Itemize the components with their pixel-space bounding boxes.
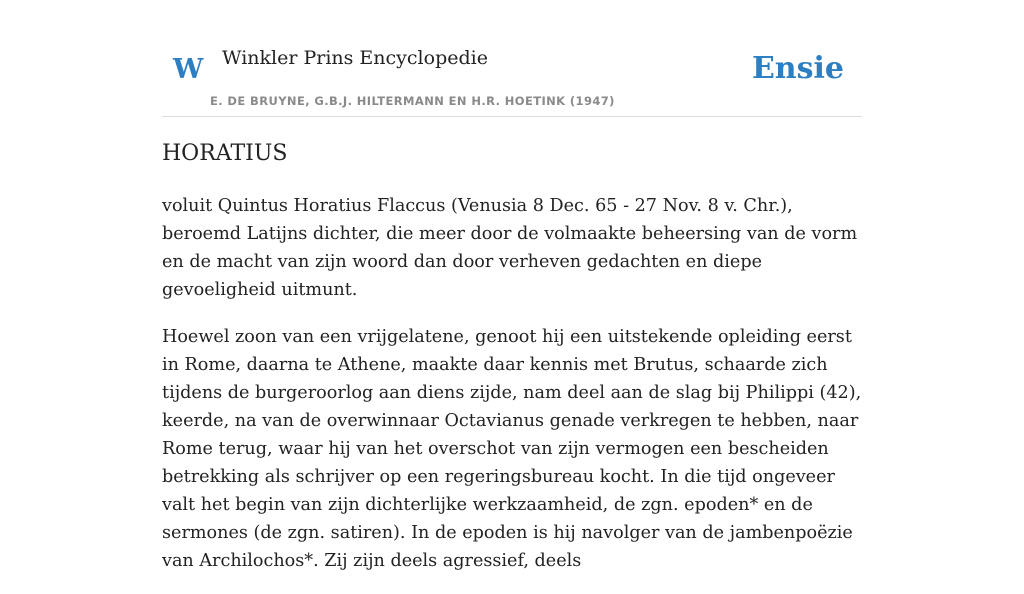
encyclopedia-title[interactable]: Winkler Prins Encyclopedie: [222, 47, 488, 69]
article: [162, 138, 866, 594]
article-paragraph: voluit Quintus Horatius Flaccus (Venusia 8 Dec. 65 - 27 Nov. 8 v. Chr.), beroemd Latijns dichter, die meer door de volmaakte beheersing van de vorm en de macht van zijn woord dan door verheven gedachten en diepe gevoeligheid uitmunt.: [162, 196, 858, 300]
ensie-brand-logo[interactable]: Ensie: [751, 51, 844, 86]
encyclopedia-logo[interactable]: W: [173, 54, 204, 85]
article-title: HORATIUS: [162, 141, 288, 166]
encyclopedia-authors: E. DE BRUYNE, G.B.J. HILTERMANN EN H.R. HOETINK (1947): [210, 94, 615, 108]
site-header: [162, 0, 862, 117]
article-paragraph: Hoewel zoon van een vrijgelatene, genoot hij een uitstekende opleiding eerst in Rome, daarna te Athene, maakte daar kennis met Brutus, schaarde zich tijdens de burgeroorlog aan diens zijde, nam deel aan de slag bij Philippi (42), keerde, na van de overwinnaar Octavianus genade verkregen te hebben, naar Rome terug, waar hij van het overschot van zijn vermogen een bescheiden betrekking als schrijver op een regeringsbureau kocht. In die tijd ongeveer valt het begin van zijn dichterlijke werkzaamheid, de zgn. epoden* en de sermones (de zgn. satiren). In de epoden is hij navolger van de jambenpoëzie van Archilochos*. Zij zijn deels agressief, deels: [162, 327, 862, 571]
